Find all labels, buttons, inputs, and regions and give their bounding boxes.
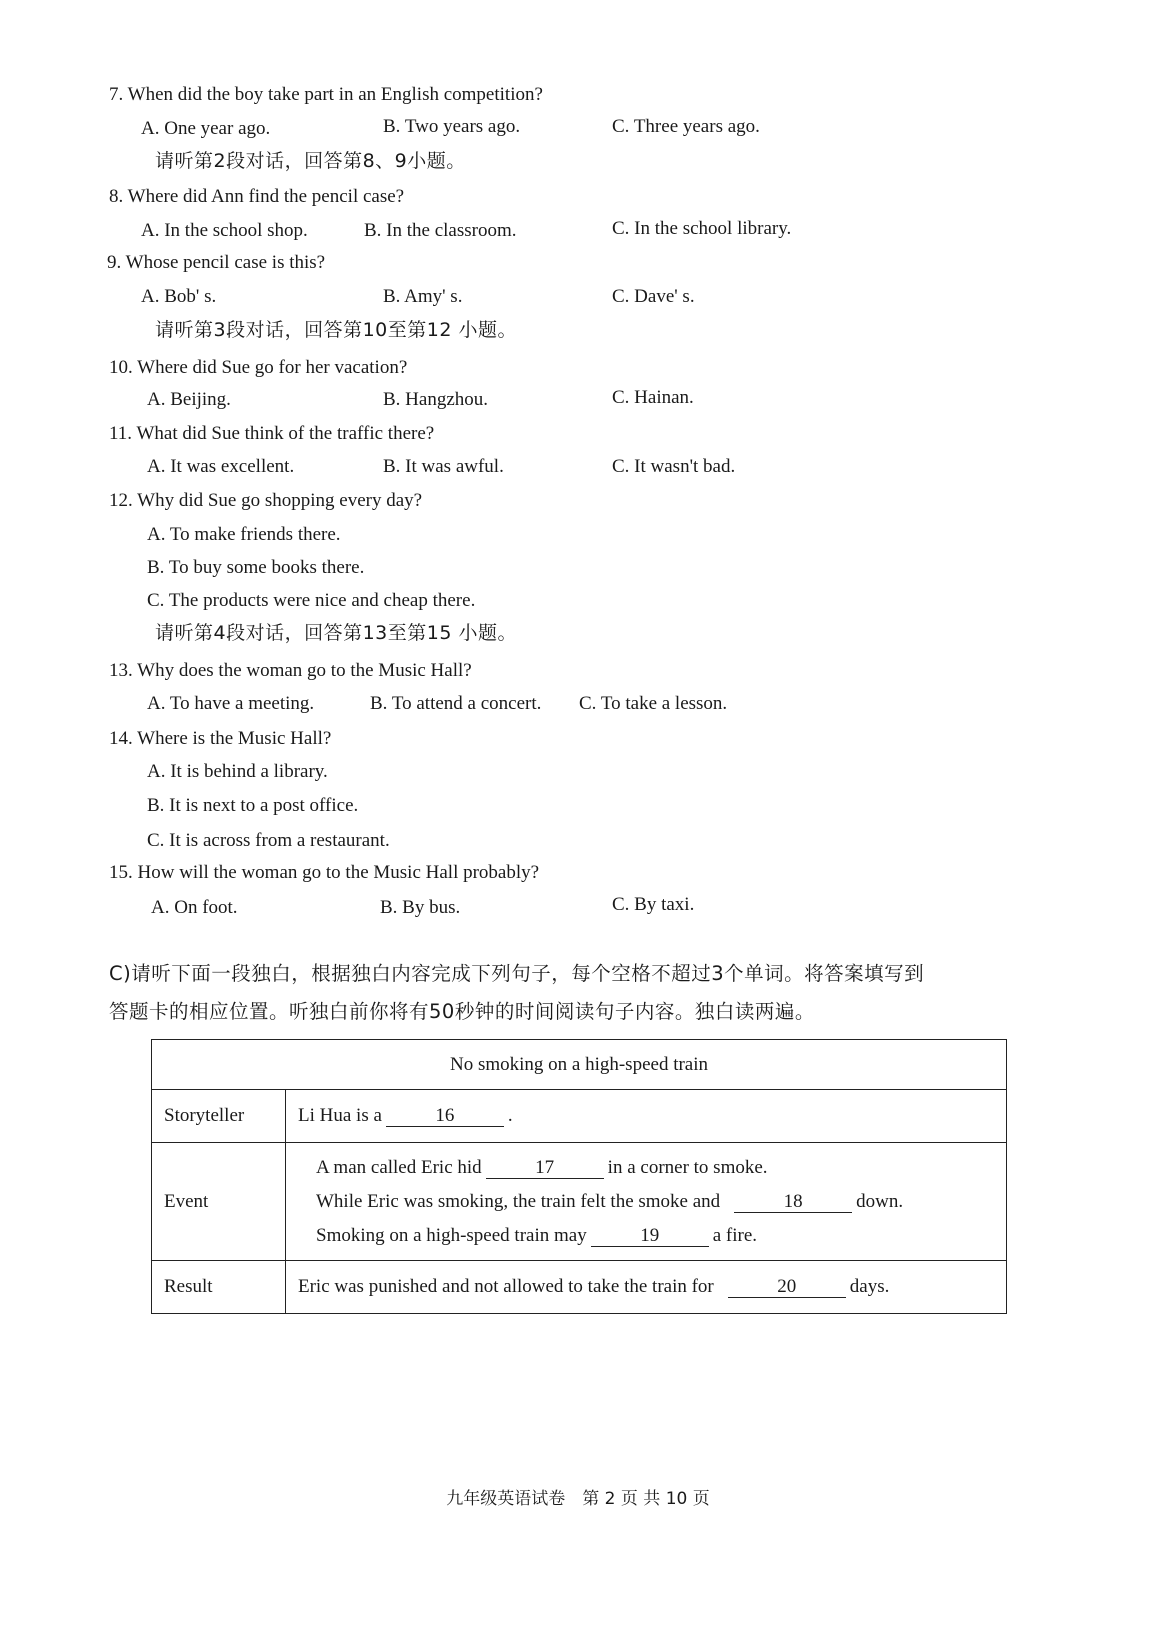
- q7-option-c: C. Three years ago.: [612, 116, 760, 137]
- event-3-text: Smoking on a high-speed train may: [316, 1224, 587, 1246]
- q7-option-b: B. Two years ago.: [383, 116, 521, 137]
- table-title: No smoking on a high-speed train: [152, 1040, 1007, 1090]
- q13-option-b: B. To attend a concert.: [370, 693, 542, 714]
- question-8: 8. Where did Ann find the pencil case?: [109, 186, 405, 207]
- result-tail: days.: [849, 1276, 890, 1297]
- q10-option-a: A. Beijing.: [147, 389, 231, 410]
- event-line-1: [286, 1151, 1006, 1185]
- event-3-tail: a fire.: [712, 1224, 758, 1246]
- storyteller-label: Storyteller: [152, 1090, 286, 1143]
- q11-option-c: C. It wasn't bad.: [612, 456, 736, 477]
- q8-option-b: B. In the classroom.: [364, 220, 517, 241]
- q15-option-b: B. By bus.: [380, 897, 461, 918]
- fill-in-table: [151, 1039, 1007, 1314]
- q14-option-b: B. It is next to a post office.: [147, 795, 359, 816]
- event-line-2: [286, 1185, 1006, 1219]
- question-11: 11. What did Sue think of the traffic there?: [109, 423, 435, 444]
- q12-option-c: C. The products were nice and cheap there.: [147, 590, 476, 611]
- event-2-text: While Eric was smoking, the train felt the smoke and: [316, 1190, 721, 1212]
- q13-option-c: C. To take a lesson.: [579, 693, 728, 714]
- q13-option-a: A. To have a meeting.: [147, 693, 315, 714]
- question-13: 13. Why does the woman go to the Music Hall?: [109, 660, 472, 681]
- blank-18[interactable]: 18: [734, 1192, 852, 1213]
- result-text: Eric was punished and not allowed to take the train for: [298, 1276, 714, 1297]
- storyteller-text: Li Hua is a: [298, 1105, 382, 1126]
- event-1-tail: in a corner to smoke.: [607, 1156, 768, 1178]
- q10-option-c: C. Hainan.: [612, 387, 694, 408]
- event-label: Event: [152, 1143, 286, 1261]
- event-2-tail: down.: [856, 1190, 904, 1212]
- q10-option-b: B. Hangzhou.: [383, 389, 489, 410]
- q14-option-c: C. It is across from a restaurant.: [147, 830, 390, 851]
- instruction-dialog-3: 请听第3段对话，回答第10至第12 小题。: [155, 319, 517, 341]
- storyteller-period: .: [507, 1105, 513, 1126]
- blank-17[interactable]: 17: [486, 1158, 604, 1179]
- q9-option-c: C. Dave' s.: [612, 286, 695, 307]
- q7-option-a: A. One year ago.: [141, 118, 271, 139]
- instruction-dialog-2: 请听第2段对话，回答第8、9小题。: [155, 150, 466, 172]
- event-line-3: [286, 1219, 1006, 1253]
- section-c-instruction-line-2: 答题卡的相应位置。听独白前你将有50秒钟的时间阅读句子内容。独白读两遍。: [109, 1000, 815, 1023]
- result-row: [286, 1261, 1007, 1314]
- q11-option-a: A. It was excellent.: [147, 456, 295, 477]
- q12-option-b: B. To buy some books there.: [147, 557, 365, 578]
- q15-option-c: C. By taxi.: [612, 894, 695, 915]
- section-c-instruction-line-1: C)请听下面一段独白，根据独白内容完成下列句子，每个空格不超过3个单词。将答案填写到: [109, 962, 925, 985]
- q8-option-a: A. In the school shop.: [141, 220, 308, 241]
- question-10: 10. Where did Sue go for her vacation?: [109, 357, 408, 378]
- q9-option-b: B. Amy' s.: [383, 286, 463, 307]
- instruction-dialog-4: 请听第4段对话，回答第13至第15 小题。: [155, 622, 517, 644]
- question-15: 15. How will the woman go to the Music Hall probably?: [109, 862, 540, 883]
- event-cell: [286, 1143, 1007, 1261]
- q12-option-a: A. To make friends there.: [147, 524, 341, 545]
- event-1-text: A man called Eric hid: [316, 1156, 482, 1178]
- q9-option-a: A. Bob' s.: [141, 286, 217, 307]
- question-12: 12. Why did Sue go shopping every day?: [109, 490, 423, 511]
- result-label: Result: [152, 1261, 286, 1314]
- blank-19[interactable]: 19: [591, 1226, 709, 1247]
- q8-option-c: C. In the school library.: [612, 218, 792, 239]
- question-7: 7. When did the boy take part in an English competition?: [109, 84, 543, 105]
- blank-20[interactable]: 20: [728, 1277, 846, 1298]
- question-14: 14. Where is the Music Hall?: [109, 728, 332, 749]
- q14-option-a: A. It is behind a library.: [147, 761, 328, 782]
- blank-16[interactable]: 16: [386, 1106, 504, 1127]
- q11-option-b: B. It was awful.: [383, 456, 504, 477]
- page-footer: 九年级英语试卷 第 2 页 共 10 页: [446, 1489, 710, 1509]
- question-9: 9. Whose pencil case is this?: [107, 252, 326, 273]
- q15-option-a: A. On foot.: [151, 897, 238, 918]
- storyteller-row: [286, 1090, 1007, 1143]
